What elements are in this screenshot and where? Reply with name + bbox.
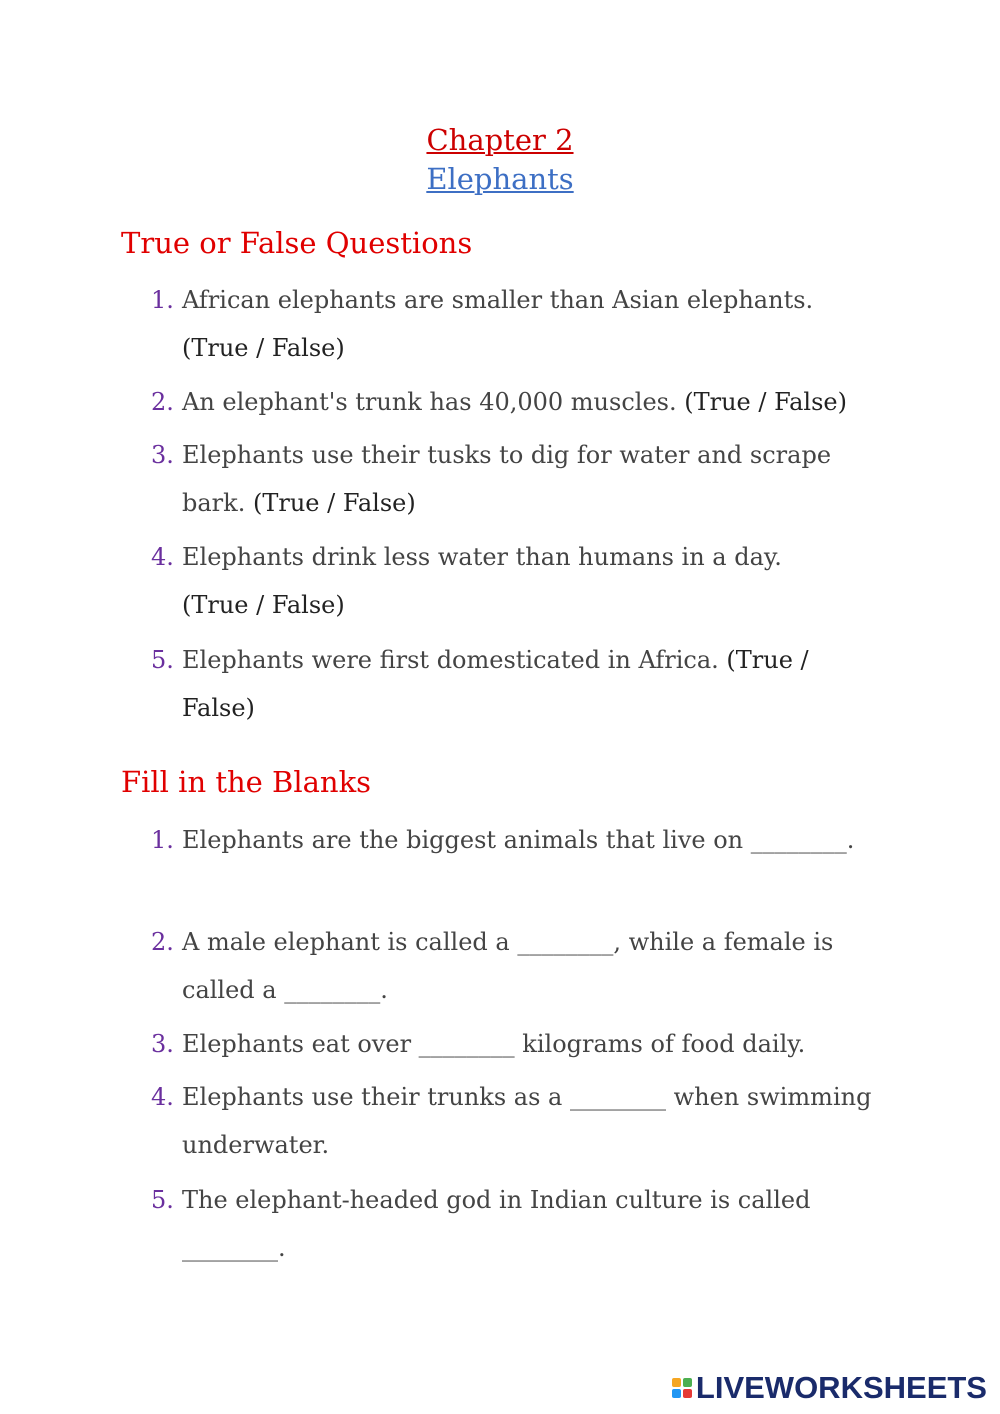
tf-text: An elephant's trunk has 40,000 muscles. (True / False) <box>182 388 847 416</box>
tf-choice[interactable]: (True / False) <box>182 646 809 722</box>
page-title: Elephants <box>426 162 574 196</box>
tf-choice[interactable]: (True / False) <box>684 388 847 416</box>
tf-number: 1. <box>151 286 174 314</box>
tf-number: 2. <box>151 388 174 416</box>
blank-number: 2. <box>151 928 174 956</box>
tf-number: 5. <box>151 646 174 674</box>
tf-choice[interactable]: (True / False) <box>252 489 416 517</box>
blank-text[interactable]: A male elephant is called a ________, while a female is called a ________. <box>182 928 834 1004</box>
tf-number: 4. <box>151 543 174 571</box>
true-false-heading: True or False Questions <box>121 226 473 260</box>
blank-text[interactable]: Elephants are the biggest animals that live on ________. <box>182 826 855 854</box>
blank-text[interactable]: Elephants use their trunks as a ________ when swimming underwater. <box>182 1083 872 1159</box>
tf-text: Elephants were first domesticated in Africa. (True / False) <box>182 646 809 722</box>
blank-text[interactable]: The elephant-headed god in Indian culture is called ________. <box>182 1186 811 1262</box>
fill-blanks-heading: Fill in the Blanks <box>121 765 372 799</box>
blank-number: 4. <box>151 1083 174 1111</box>
logo-text: LIVEWORKSHEETS <box>695 1370 987 1405</box>
tf-text: Elephants drink less water than humans in a day. (True / False) <box>182 543 782 619</box>
blank-number: 3. <box>151 1030 174 1058</box>
tf-text: Elephants use their tusks to dig for water and scrape bark. (True / False) <box>182 441 832 517</box>
liveworksheets-logo <box>672 1368 987 1408</box>
chapter-label: Chapter 2 <box>426 123 574 157</box>
tf-number: 3. <box>151 441 174 469</box>
blank-number: 5. <box>151 1186 174 1214</box>
tf-choice[interactable]: (True / False) <box>182 591 345 619</box>
blank-number: 1. <box>151 826 174 854</box>
logo-icon <box>672 1378 692 1398</box>
tf-text: African elephants are smaller than Asian elephants. (True / False) <box>182 286 814 362</box>
blank-text[interactable]: Elephants eat over ________ kilograms of food daily. <box>182 1030 806 1058</box>
tf-choice[interactable]: (True / False) <box>182 334 345 362</box>
